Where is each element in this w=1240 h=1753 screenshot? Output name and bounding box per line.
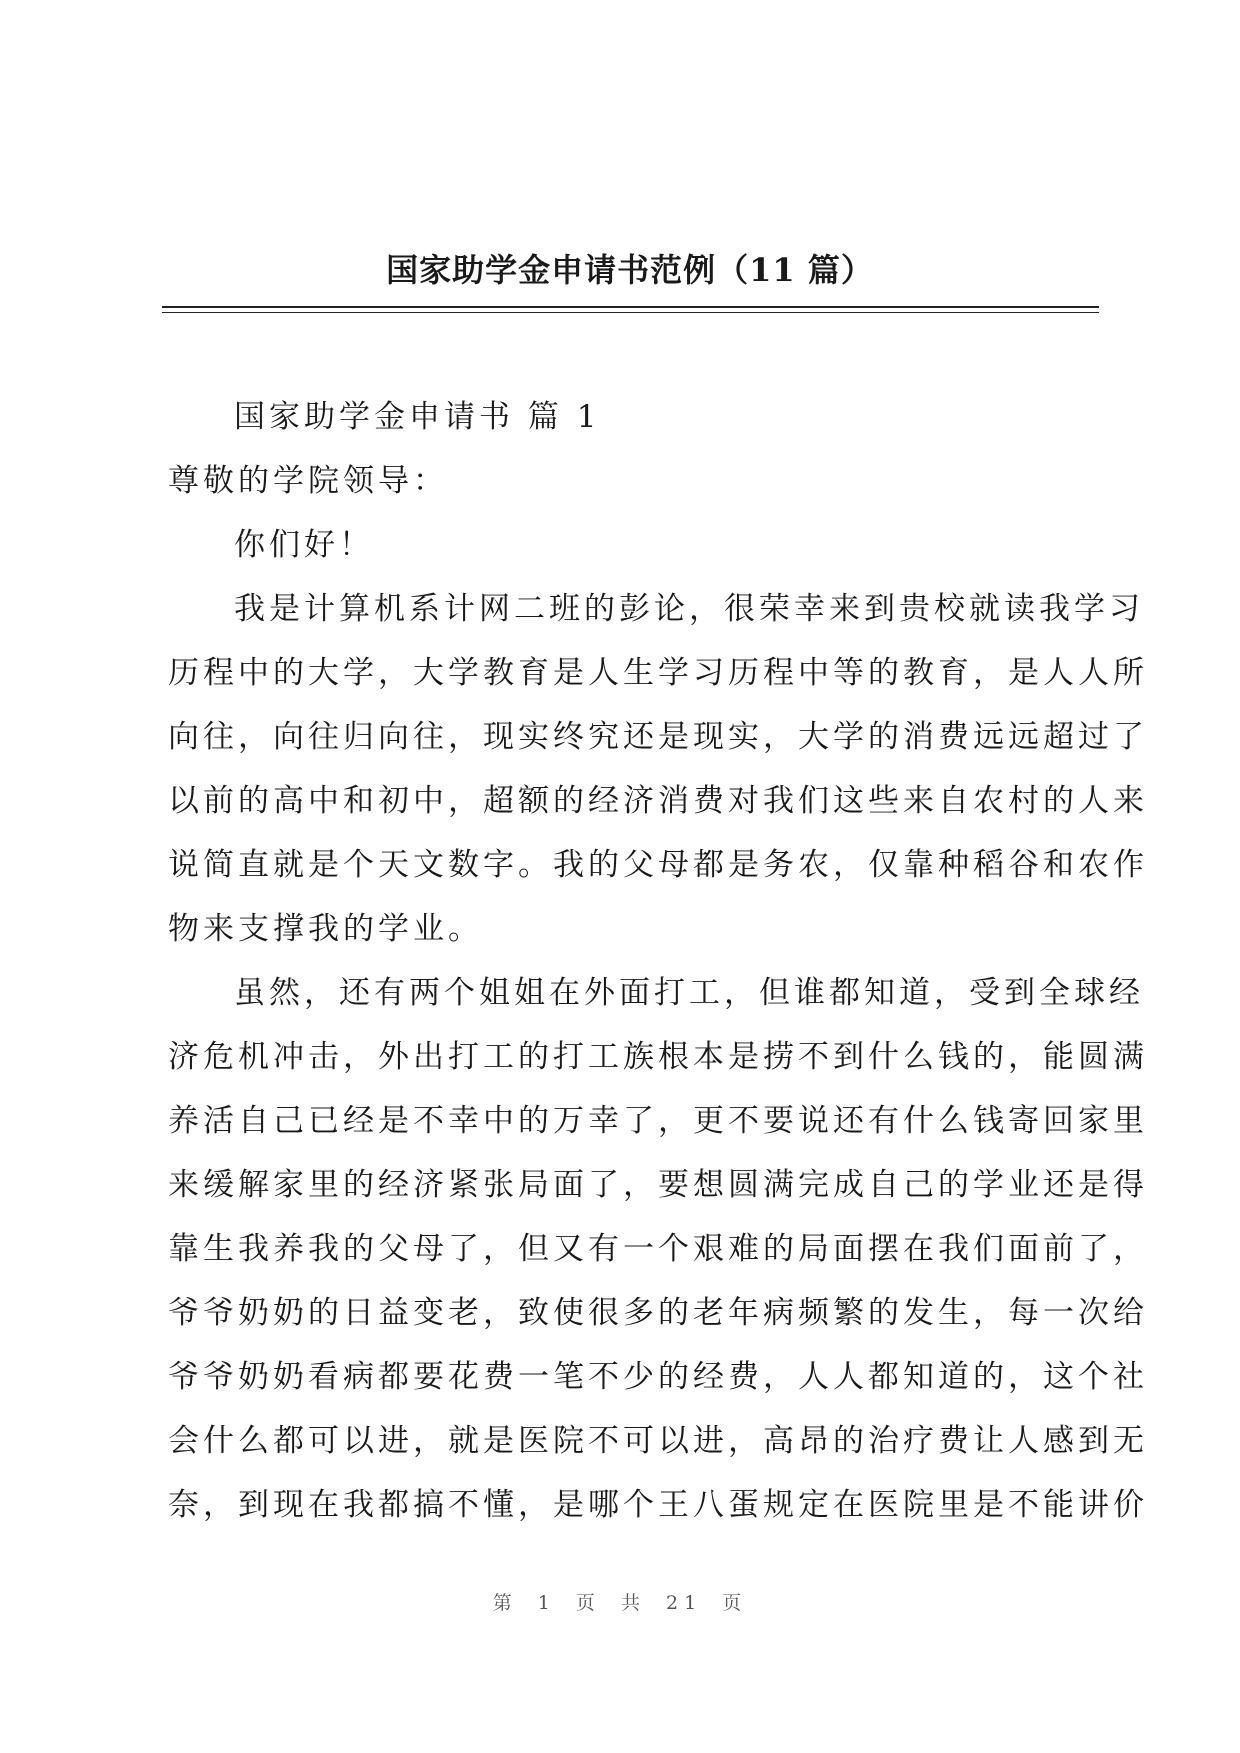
paragraph-line: 靠生我养我的父母了，但又有一个艰难的局面摆在我们面前了，	[168, 1231, 1148, 1267]
paragraph-line: 养活自己已经是不幸中的万幸了，更不要说还有什么钱寄回家里	[168, 1103, 1148, 1139]
document-title: 国家助学金申请书范例（11 篇）	[386, 251, 874, 289]
paragraph-line: 说简直就是个天文数字。我的父母都是务农，仅靠种稻谷和农作	[168, 847, 1148, 883]
paragraph-line: 物来支撑我的学业。	[168, 911, 483, 947]
paragraph-line: 以前的高中和初中，超额的经济消费对我们这些来自农村的人来	[168, 783, 1148, 819]
paragraph-line: 虽然，还有两个姐姐在外面打工，但谁都知道，受到全球经	[234, 975, 1144, 1011]
paragraph-line: 会什么都可以进，就是医院不可以进，高昂的治疗费让人感到无	[168, 1423, 1148, 1459]
paragraph-line: 向往，向往归向往，现实终究还是现实，大学的消费远远超过了	[168, 719, 1148, 755]
page-footer: 第 1 页 共 21 页	[492, 1592, 748, 1614]
paragraph-line: 爷爷奶奶看病都要花费一笔不少的经费，人人都知道的，这个社	[168, 1359, 1148, 1395]
salutation: 尊敬的学院领导：	[168, 463, 448, 499]
paragraph-line: 历程中的大学，大学教育是人生学习历程中等的教育，是人人所	[168, 655, 1148, 691]
paragraph-line: 爷爷奶奶的日益变老，致使很多的老年病频繁的发生，每一次给	[168, 1295, 1148, 1331]
paragraph-line: 来缓解家里的经济紧张局面了，要想圆满完成自己的学业还是得	[168, 1167, 1148, 1203]
paragraph-line: 我是计算机系计网二班的彭论，很荣幸来到贵校就读我学习	[234, 591, 1144, 627]
section-heading: 国家助学金申请书 篇 1	[234, 399, 601, 435]
greeting: 你们好！	[234, 527, 374, 563]
title-rule-thick	[162, 306, 1099, 308]
title-rule-thin	[162, 312, 1099, 313]
document-body	[168, 385, 1148, 1537]
paragraph-line: 济危机冲击，外出打工的打工族根本是捞不到什么钱的，能圆满	[168, 1039, 1148, 1075]
paragraph-line: 奈，到现在我都搞不懂，是哪个王八蛋规定在医院里是不能讲价	[168, 1487, 1148, 1523]
